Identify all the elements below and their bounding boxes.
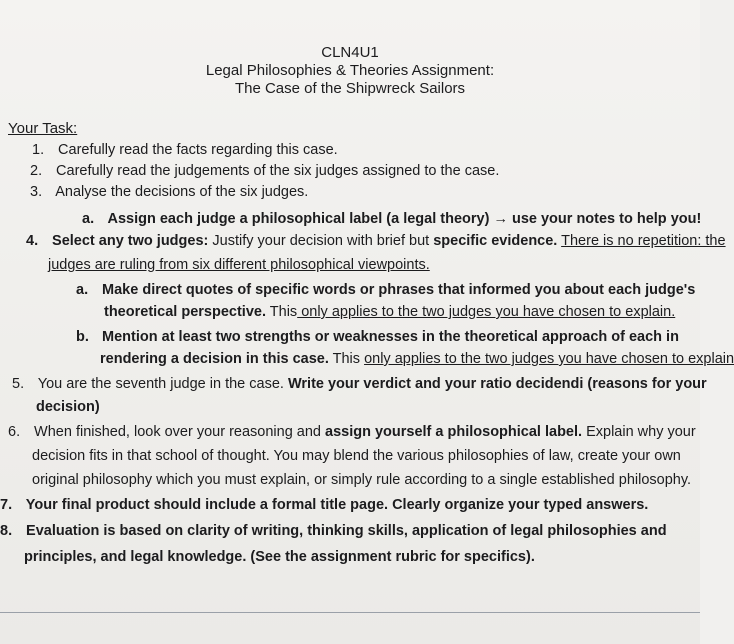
item-underlined-1: There is no repetition: the: [561, 233, 726, 249]
item-letter: b.: [76, 329, 89, 345]
item-bold-1: Make direct quotes of specific words or phrases that informed you about each judge's: [102, 282, 696, 298]
item-number: 1.: [32, 142, 45, 158]
item-bold-1: Write your verdict and your ratio decidendi (reasons for your: [287, 376, 707, 392]
item-bold-2: decision): [36, 399, 100, 415]
assignment-title: Legal Philosophies & Theories Assignment:: [205, 62, 495, 79]
item-bold-2: theoretical perspective.: [104, 304, 266, 320]
item-number: 7.: [0, 497, 13, 513]
list-item-4-continuation: [48, 256, 430, 274]
list-item-6-line-3: [32, 471, 691, 489]
list-item-8: [0, 522, 667, 540]
item-plain-1: Justify your decision with brief but: [208, 233, 434, 249]
item-underlined-2: judges are ruling from six different philosophical viewpoints.: [48, 257, 430, 273]
item-bold-2: specific evidence.: [433, 233, 558, 249]
item-number: 3.: [30, 184, 43, 200]
item-text: Carefully read the judgements of the six judges assigned to the case.: [56, 163, 500, 179]
item-bold-1: Mention at least two strengths or weaknesses in the theoretical approach of each in: [102, 329, 679, 345]
document-header: [0, 44, 700, 98]
item-plain-2: This: [266, 304, 298, 320]
item-plain-1: You are the seventh judge in the case.: [37, 376, 288, 392]
list-item-1: [32, 141, 338, 159]
item-number: 2.: [30, 163, 43, 179]
item-text: Carefully read the facts regarding this case.: [58, 142, 338, 158]
list-item-4b: [76, 328, 679, 346]
list-item-4a: [76, 281, 695, 299]
list-item-2: [30, 162, 499, 180]
assignment-subtitle: The Case of the Shipwreck Sailors: [234, 80, 466, 97]
item-text: decision fits in that school of thought. You may blend the various philosophies of law, create your own: [32, 448, 681, 464]
item-plain-1: When finished, look over your reasoning and: [34, 424, 326, 440]
item-text: Evaluation is based on clarity of writing, thinking skills, application of legal philosophies and: [26, 523, 667, 539]
item-text: original philosophy which you must explain, or simply rule according to a single established philosophy.: [32, 472, 692, 488]
list-item-4a-continuation: [104, 303, 675, 321]
list-item-5-continuation: [36, 398, 100, 416]
page-edge-line: [0, 612, 700, 613]
list-item-6-line-2: [32, 447, 681, 465]
list-item-3: [30, 183, 308, 201]
item-number: 6.: [8, 424, 21, 440]
course-code: CLN4U1: [321, 44, 379, 61]
item-number: 5.: [12, 376, 25, 392]
item-plain-2: This: [328, 351, 365, 367]
item-text: Your final product should include a formal title page. Clearly organize your typed answers.: [25, 497, 649, 513]
item-plain-1b: Explain why your: [582, 424, 696, 440]
task-heading: Your Task:: [8, 120, 78, 137]
item-letter: a.: [82, 211, 95, 227]
item-bold-1: Select any two judges:: [52, 233, 209, 249]
item-number: 8.: [0, 523, 13, 539]
list-item-4b-continuation: [100, 350, 734, 368]
list-item-4: [26, 232, 726, 250]
item-text: Assign each judge a philosophical label (a legal theory) → use your notes to help you!: [107, 211, 702, 227]
item-number: 4.: [26, 233, 39, 249]
list-item-6: [8, 423, 696, 441]
item-bold-2: rendering a decision in this case.: [100, 351, 329, 367]
item-underlined-2: only applies to the two judges you have chosen to explain.: [297, 304, 676, 320]
item-letter: a.: [76, 282, 89, 298]
item-text: Analyse the decisions of the six judges.: [55, 184, 309, 200]
item-text: principles, and legal knowledge. (See the assignment rubric for specifics).: [24, 549, 535, 565]
list-item-8-continuation: [24, 548, 535, 566]
list-item-3a: [82, 210, 701, 228]
list-item-5: [12, 375, 707, 393]
item-underlined-2: only applies to the two judges you have chosen to explain: [364, 351, 734, 367]
item-bold-1: assign yourself a philosophical label.: [325, 424, 583, 440]
list-item-7: [0, 496, 648, 514]
